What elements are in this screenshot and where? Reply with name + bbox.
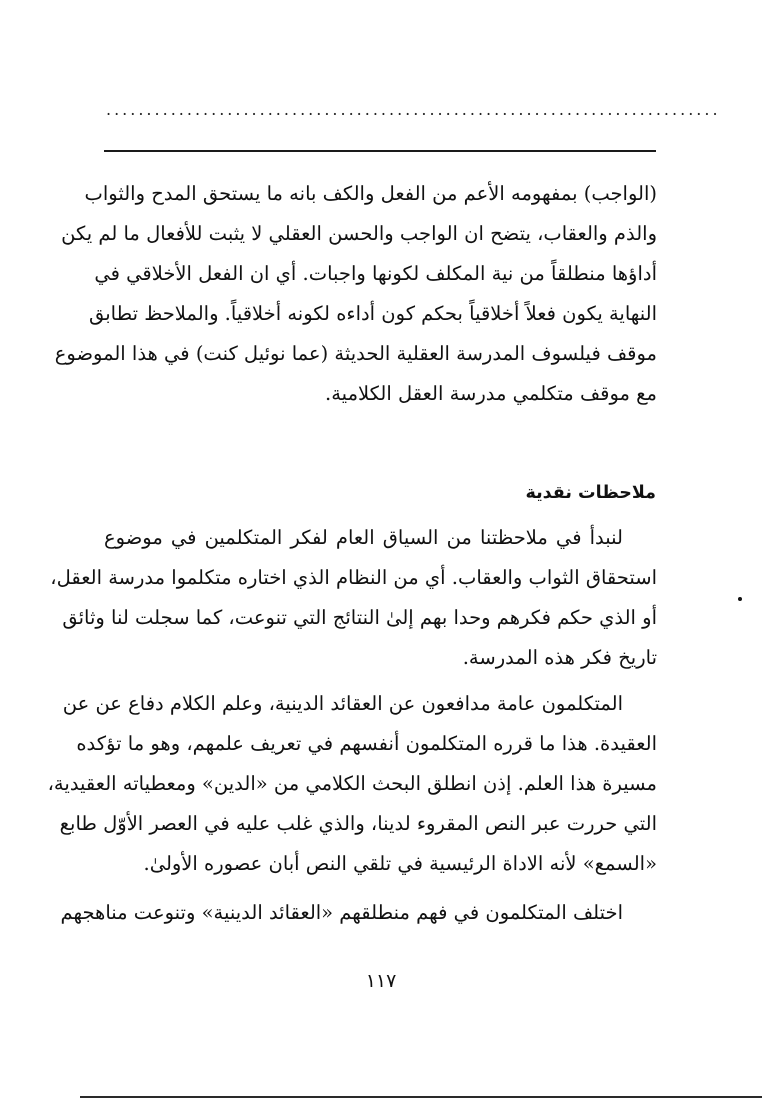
section-heading: ملاحظات نقدية <box>525 483 656 503</box>
paragraph-line: العقيدة. هذا ما قرره المتكلمون أنفسهم في تعريف علمهم، وهو ما تؤكده <box>76 732 657 755</box>
header-rule <box>104 150 656 152</box>
paragraph-4 <box>60 893 657 933</box>
paragraph-line: مسيرة هذا العلم. إذن انطلق البحث الكلامي من «الدين» ومعطياته العقيدية، <box>47 772 657 795</box>
paragraph-line: أداؤها منطلقاً من نية المكلف لكونها واجبات. أي ان الفعل الأخلاقي في <box>94 262 657 285</box>
paragraph-line: النهاية يكون فعلاً أخلاقياً بحكم كون أداءه لكونه أخلاقياً. والملاحظ تطابق <box>88 302 657 325</box>
paragraph-line: استحقاق الثواب والعقاب. أي من النظام الذي اختاره متكلموا مدرسة العقل، <box>50 566 657 589</box>
paragraph-line: مع موقف متكلمي مدرسة العقل الكلامية. <box>325 382 657 405</box>
paragraph-line: اختلف المتكلمون في فهم منطلقهم «العقائد الدينية» وتنوعت مناهجهم <box>60 901 623 924</box>
paragraph-3 <box>47 684 657 884</box>
header-dotted-line: ............................................................................ <box>106 100 721 119</box>
bottom-edge-line <box>80 1096 762 1098</box>
paragraph-line: (الواجب) بمفهومه الأعم من الفعل والكف بانه ما يستحق المدح والثواب <box>84 182 657 205</box>
paragraph-2 <box>50 518 657 678</box>
paragraph-line: والذم والعقاب، يتضح ان الواجب والحسن العقلي لا يثبت للأفعال ما لم يكن <box>61 222 657 245</box>
paragraph-line: تاريخ فكر هذه المدرسة. <box>462 646 657 669</box>
paragraph-line: المتكلمون عامة مدافعون عن العقائد الدينية، وعلم الكلام دفاع عن عن <box>62 692 623 715</box>
paragraph-line: لنبدأ في ملاحظتنا من السياق العام لفكر المتكلمين في موضوع <box>104 526 623 549</box>
paragraph-line: موقف فيلسوف المدرسة العقلية الحديثة (عما نوئيل كنت) في هذا الموضوع <box>54 342 657 365</box>
scan-speck <box>738 597 742 601</box>
page-number: ١١٧ <box>365 970 397 992</box>
paragraph-line: أو الذي حكم فكرهم وحدا بهم إلىٰ النتائج التي تنوعت، كما سجلت لنا وثائق <box>62 606 657 629</box>
paragraph-1 <box>54 174 657 414</box>
paragraph-line: «السمع» لأنه الاداة الرئيسية في تلقي النص أبان عصوره الأولىٰ. <box>143 852 657 875</box>
paragraph-line: التي حررت عبر النص المقروء لدينا، والذي غلب عليه في العصر الأوّل طابع <box>59 812 657 835</box>
